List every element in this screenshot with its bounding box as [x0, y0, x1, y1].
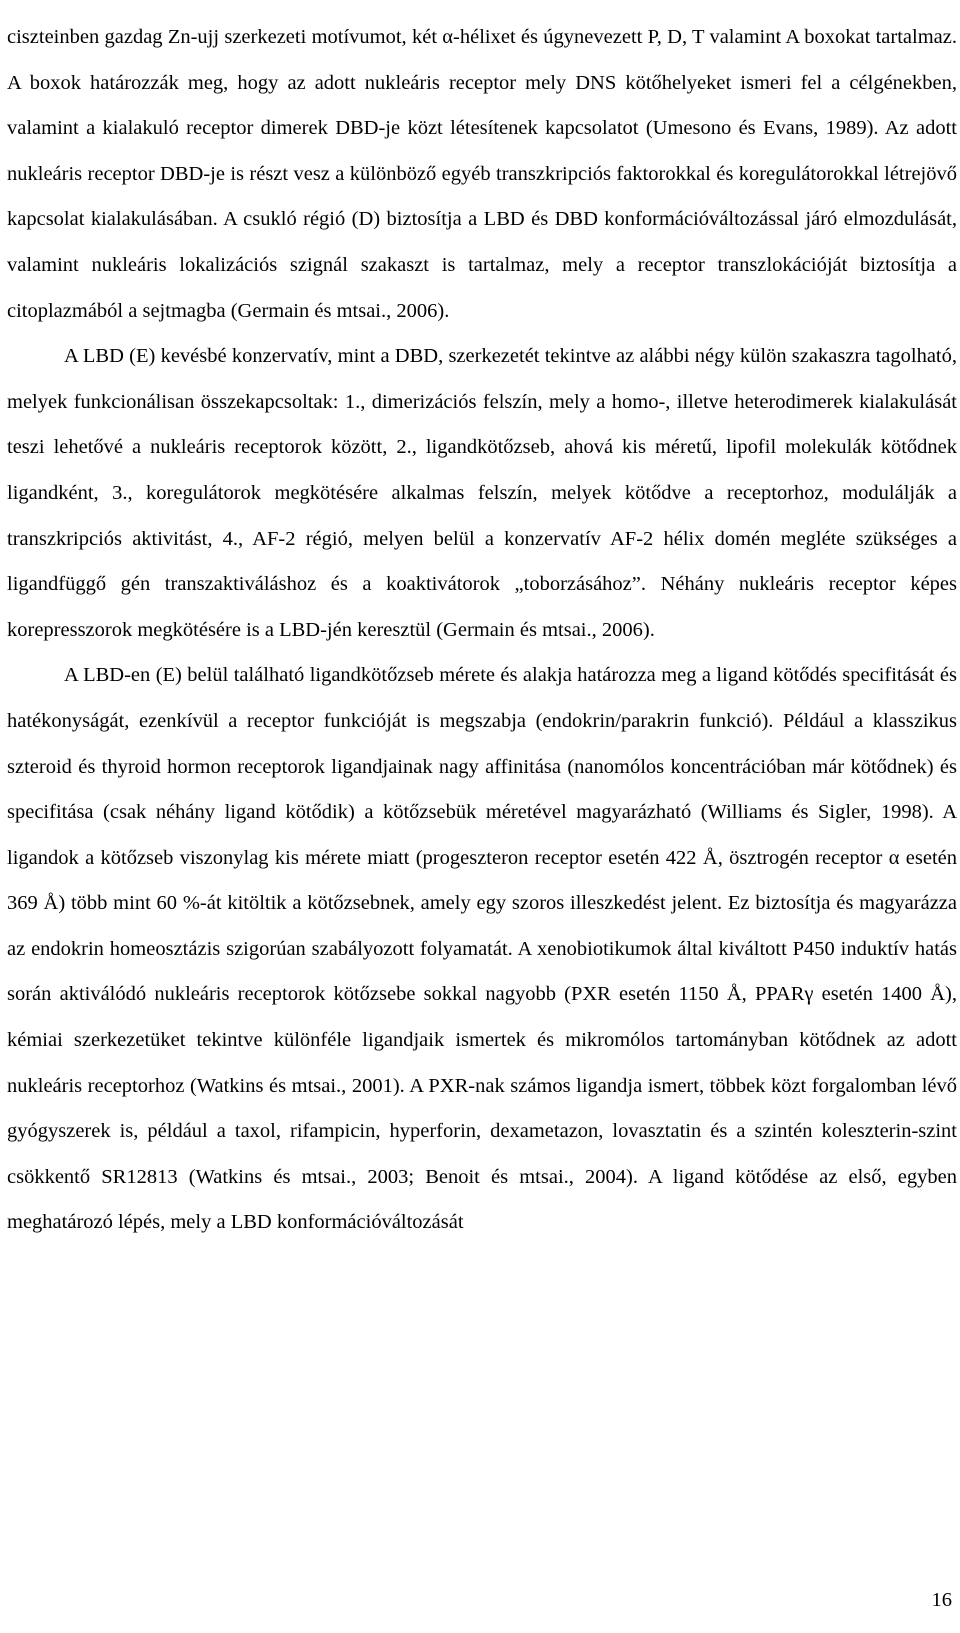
paragraph-ligand-binding-pocket: A LBD-en (E) belül található ligandkötőzseb mérete és alakja határozza meg a ligand kötődés specifitását és hatékonyságát, ezenkívül a receptor funkcióját is megszabja (endokrin/parakrin funkció). Például a klasszikus szteroid és thyroid hormon receptorok ligandjainak nagy affinitása (nanomólos koncentrációban már kötődnek) és specifitása (csak néhány ligand kötődik) a kötőzsebük méretével magyarázható (Williams és Sigler, 1998). A ligandok a kötőzseb viszonylag kis mérete miatt (progeszteron receptor esetén 422 Å, ösztrogén receptor α esetén 369 Å) több mint 60 %-át kitöltik a kötőzsebnek, amely egy szoros illeszkedést jelent. Ez biztosítja és magyarázza az endokrin homeosztázis szigorúan szabályozott folyamatát. A xenobiotikumok által kiváltott P450 induktív hatás során aktiválódó nukleáris receptorok kötőzsebe sokkal nagyobb (PXR esetén 1150 Å, PPARγ esetén 1400 Å), kémiai szerkezetüket tekintve különféle ligandjaik ismertek és mikromólos tartományban kötődnek az adott nukleáris receptorhoz (Watkins és mtsai., 2001). A PXR-nak számos ligandja ismert, többek közt forgalomban lévő gyógyszerek is, például a taxol, rifampicin, hyperforin, dexametazon, lovasztatin és a szintén koleszterin-szint csökkentő SR12813 (Watkins és mtsai., 2003; Benoit és mtsai., 2004). A ligand kötődése az első, egyben meghatározó lépés, mely a LBD konformációváltozását	[7, 664, 957, 1234]
paragraph-lbd-structure: A LBD (E) kevésbé konzervatív, mint a DBD, szerkezetét tekintve az alábbi négy külön szakaszra tagolható, melyek funkcionálisan összekapcsoltak: 1., dimerizációs felszín, mely a homo-, illetve heterodimerek kialakulását teszi lehetővé a nukleáris receptorok között, 2., ligandkötőzseb, ahová kis méretű, lipofil molekulák kötődnek ligandként, 3., koregulátorok megkötésére alkalmas felszín, melyek kötődve a receptorhoz, modulálják a transzkripciós aktivitást, 4., AF-2 régió, melyen belül a konzervatív AF-2 hélix domén megléte szükséges a ligandfüggő gén transzaktiváláshoz és a koaktivátorok „toborzásához”. Néhány nukleáris receptor képes korepresszorok megkötésére is a LBD-jén keresztül (Germain és mtsai., 2006).	[7, 345, 957, 641]
page-number: 16	[931, 1589, 952, 1611]
body-text	[7, 15, 957, 1246]
paragraph-dbd-and-hinge: ciszteinben gazdag Zn-ujj szerkezeti motívumot, két α-hélixet és úgynevezett P, D, T valamint A boxokat tartalmaz. A boxok határozzák meg, hogy az adott nukleáris receptor mely DNS kötőhelyeket ismeri fel a célgénekben, valamint a kialakuló receptor dimerek DBD-je közt létesítenek kapcsolatot (Umesono és Evans, 1989). Az adott nukleáris receptor DBD-je is részt vesz a különböző egyéb transzkripciós faktorokkal és koregulátorokkal létrejövő kapcsolat kialakulásában. A csukló régió (D) biztosítja a LBD és DBD konformációváltozással járó elmozdulását, valamint nukleáris lokalizációs szignál szakaszt is tartalmaz, mely a receptor transzlokációját biztosítja a citoplazmából a sejtmagba (Germain és mtsai., 2006).	[7, 26, 957, 322]
